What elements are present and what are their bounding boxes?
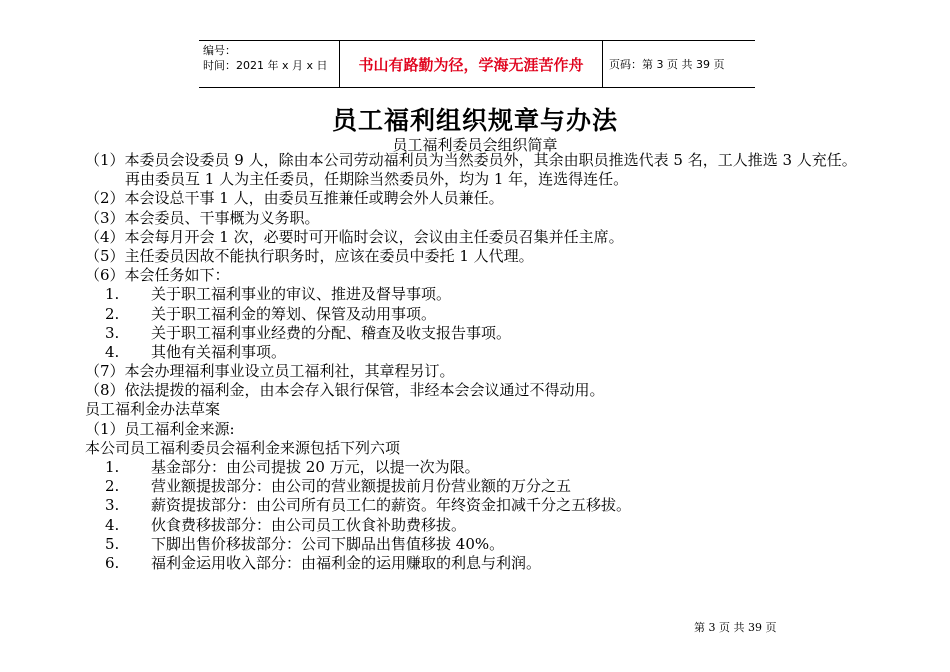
list-number: 3. xyxy=(105,323,120,342)
page-header xyxy=(199,40,755,88)
list-number: 4. xyxy=(105,515,120,534)
doc-subtitle: 员工福利委员会组织简章 xyxy=(392,136,558,154)
list-number: 2. xyxy=(105,304,120,323)
clause-line: （3）本会委员、干事概为义务职。 xyxy=(85,208,320,227)
clause-line: （1）本委员会设委员 9 人，除由本公司劳动福利员为当然委员外，其余由职员推选代表 5 名，工人推选 3 人充任。 xyxy=(85,151,857,169)
list-text: 其他有关福利事项。 xyxy=(151,342,287,361)
clause-line: （1）员工福利金来源: xyxy=(85,419,235,438)
list-text: 下脚出售价移拔部分：公司下脚品出售值移拔 40%。 xyxy=(151,534,505,553)
header-meta xyxy=(199,41,339,87)
list-text: 基金部分：由公司提拔 20 万元，以提一次为限。 xyxy=(151,458,480,476)
list-text: 关于职工福利金的筹划、保管及动用事项。 xyxy=(151,304,437,323)
header-time: 时间：2021 年 x 月 x 日 xyxy=(203,59,328,72)
list-item xyxy=(85,458,925,477)
header-motto: 书山有路勤为径，学海无涯苦作舟 xyxy=(339,41,603,87)
list-number: 4. xyxy=(105,342,120,361)
list-number: 3. xyxy=(105,496,120,515)
list-text: 福利金运用收入部分：由福利金的运用赚取的利息与利润。 xyxy=(151,553,542,572)
list-text: 关于职工福利事业经费的分配、稽查及收支报告事项。 xyxy=(151,323,512,342)
clause-line: （7）本会办理福利事业设立员工福利社，其章程另订。 xyxy=(85,362,455,381)
list-number: 6. xyxy=(105,553,120,572)
clause-line: 再由委员互 1 人为主任委员，任期除当然委员外，均为 1 年，连选得连任。 xyxy=(125,170,629,189)
list-number: 1. xyxy=(105,285,120,304)
clause-line: （2）本会设总干事 1 人，由委员互推兼任或聘会外人员兼任。 xyxy=(85,189,504,208)
list-item xyxy=(85,516,925,535)
clause-line: （8）依法提拨的福利金，由本会存入银行保管，非经本会会议通过不得动用。 xyxy=(85,381,605,400)
clause-line: 本公司员工福利委员会福利金来源包括下列六项 xyxy=(85,438,401,457)
list-item xyxy=(85,496,925,515)
list-item xyxy=(85,477,925,496)
list-item xyxy=(85,535,925,554)
list-item xyxy=(85,324,925,343)
list-text: 关于职工福利事业的审议、推进及督导事项。 xyxy=(151,285,452,304)
clause-line: （4）本会每月开会 1 次，必要时可开临时会议，会议由主任委员召集并任主席。 xyxy=(85,227,624,246)
list-item xyxy=(85,285,925,304)
list-item xyxy=(85,554,925,573)
list-text: 伙食费移拔部分：由公司员工伙食补助费移拔。 xyxy=(151,515,467,534)
list-number: 5. xyxy=(105,534,120,553)
section-heading: 员工福利金办法草案 xyxy=(85,400,221,419)
doc-title: 员工福利组织规章与办法 xyxy=(331,106,618,135)
clause-line: （5）主任委员因故不能执行职务时，应该在委员中委托 1 人代理。 xyxy=(85,246,534,265)
clause-line: （6）本会任务如下： xyxy=(85,266,230,285)
doc-body xyxy=(85,151,925,573)
header-page-code: 页码：第 3 页 共 39 页 xyxy=(609,58,725,71)
list-item xyxy=(85,305,925,324)
list-item xyxy=(85,343,925,362)
list-number: 1. xyxy=(105,458,120,476)
page-footer: 第 3 页 共 39 页 xyxy=(694,621,777,634)
list-text: 薪资提拔部分：由公司所有员工仁的薪资。年终资金扣减千分之五移拔。 xyxy=(151,496,632,515)
list-text: 营业额提拔部分：由公司的营业额提拔前月份营业额的万分之五 xyxy=(151,477,572,496)
header-code: 编号： xyxy=(203,44,236,57)
list-number: 2. xyxy=(105,477,120,496)
